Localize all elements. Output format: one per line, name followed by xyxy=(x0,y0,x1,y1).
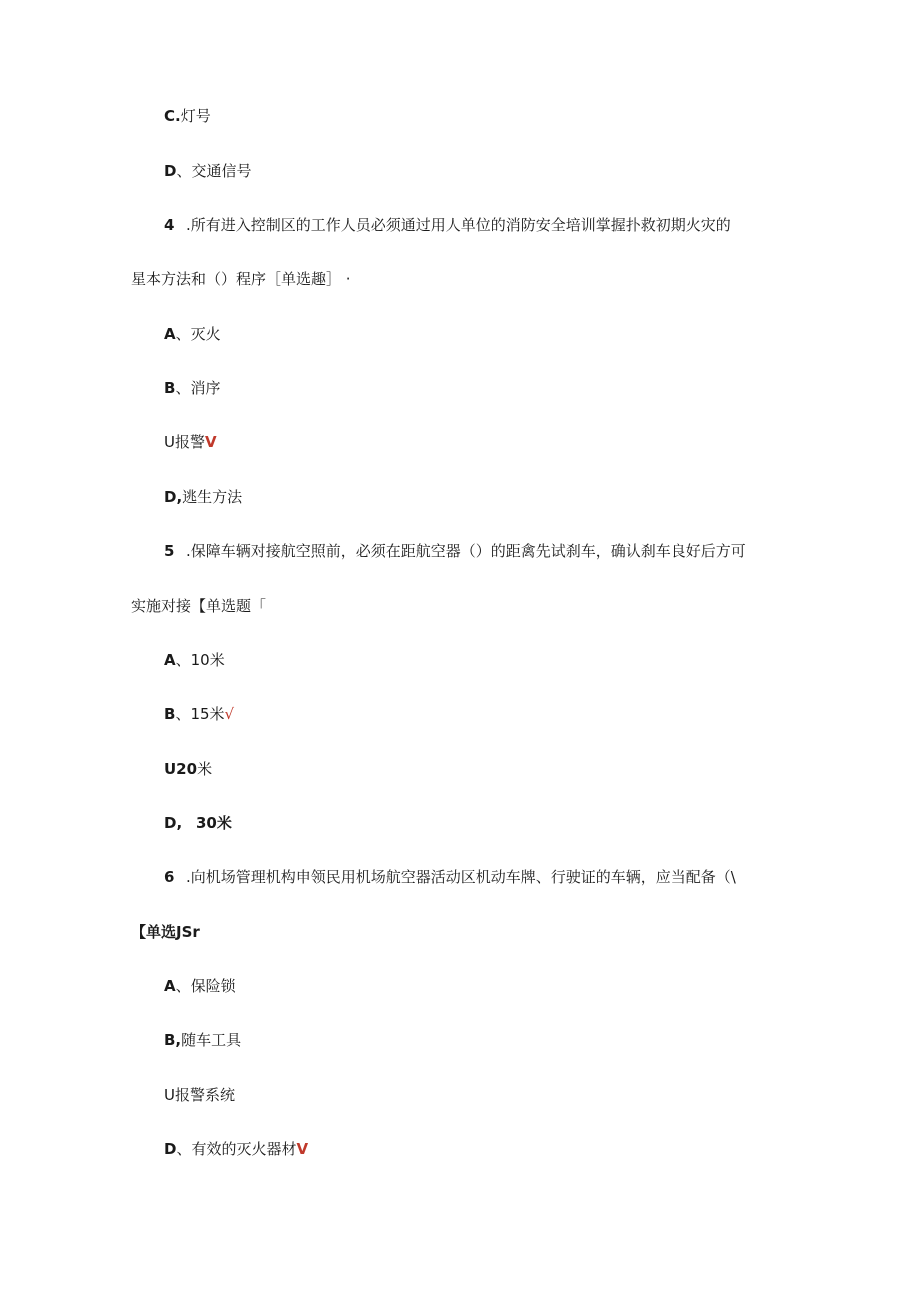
question-number: 6 xyxy=(164,868,175,886)
option-text: 、消序 xyxy=(175,379,221,397)
option-letter: U20 xyxy=(164,760,198,778)
question-text: .所有进入控制区的工作人员必须通过用人单位的消防安全培训掌握扑救初期火灾的 xyxy=(186,216,731,234)
option-text: U报警系统 xyxy=(164,1086,235,1104)
option-letter: D xyxy=(164,1140,177,1158)
option-letter: A xyxy=(164,651,176,669)
correct-mark: V xyxy=(296,1140,309,1158)
q4-option-a xyxy=(164,324,221,344)
question-text-cont: 星本方法和（）程序［单选趣］ · xyxy=(131,270,351,288)
q6-option-a xyxy=(164,976,236,996)
q5-option-d xyxy=(164,813,232,833)
question-text-cont: 【单选JSr xyxy=(131,923,200,941)
q5-option-b xyxy=(164,704,234,724)
correct-mark: V xyxy=(204,433,217,451)
q6-option-d xyxy=(164,1139,308,1159)
option-text: 、15米 xyxy=(175,705,225,723)
option-letter: D, xyxy=(164,814,183,832)
option-text: 30米 xyxy=(196,814,232,832)
option-letter: B, xyxy=(164,1031,182,1049)
option-text: 、10米 xyxy=(175,651,225,669)
question-5-continuation xyxy=(131,596,266,616)
option-text: 随车工具 xyxy=(181,1031,242,1049)
q4-option-d xyxy=(164,487,242,507)
correct-mark: √ xyxy=(224,705,235,723)
option-text: 、保险锁 xyxy=(175,977,236,995)
option-d-jiaotong xyxy=(164,161,251,181)
question-5 xyxy=(164,541,746,561)
question-6 xyxy=(164,867,736,887)
q4-option-c xyxy=(164,432,217,452)
option-letter: B xyxy=(164,379,176,397)
option-text: 米 xyxy=(197,760,213,778)
option-text: 、有效的灭火器材 xyxy=(176,1140,297,1158)
option-letter: C. xyxy=(164,107,181,125)
question-4-continuation xyxy=(131,269,351,289)
question-number: 5 xyxy=(164,542,175,560)
question-text: .保障车辆对接航空照前，必须在距航空器（）的距禽先试刹车，确认刹车良好后方可 xyxy=(186,542,746,560)
option-text: 灯号 xyxy=(180,107,211,125)
q4-option-b xyxy=(164,378,220,398)
option-c-denghao xyxy=(164,106,211,126)
q6-option-c xyxy=(164,1085,235,1105)
q5-option-c xyxy=(164,759,212,779)
question-6-continuation xyxy=(131,922,200,942)
q5-option-a xyxy=(164,650,225,670)
option-letter: B xyxy=(164,705,176,723)
q6-option-b xyxy=(164,1030,241,1050)
option-letter: A xyxy=(164,977,176,995)
question-text-cont: 实施对接【单选题「 xyxy=(131,597,267,615)
question-text: .向机场管理机构申领民用机场航空器活动区机动车牌、行驶证的车辆，应当配备（\ xyxy=(186,868,736,886)
option-letter: D, xyxy=(164,488,183,506)
option-text: 逃生方法 xyxy=(182,488,243,506)
question-number: 4 xyxy=(164,216,175,234)
option-letter: A xyxy=(164,325,176,343)
option-text: U报警 xyxy=(164,433,205,451)
option-letter: D xyxy=(164,162,177,180)
option-text: 、交通信号 xyxy=(176,162,252,180)
question-4 xyxy=(164,215,731,235)
option-text: 、灭火 xyxy=(175,325,221,343)
